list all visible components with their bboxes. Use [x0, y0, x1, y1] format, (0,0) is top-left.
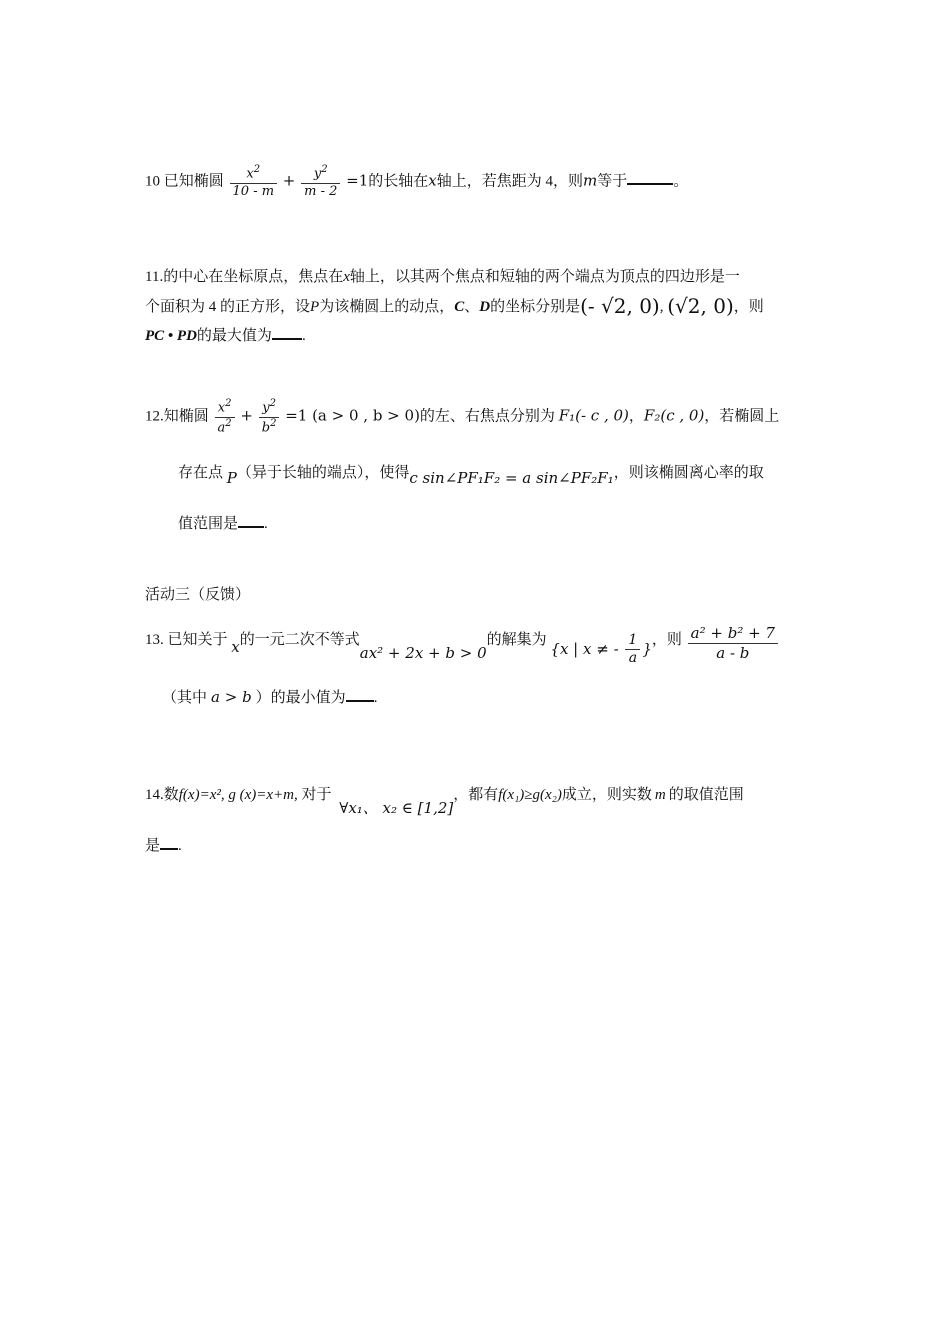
- forall-condition: ∀x₁、 x₂ ∈ [1,2]: [339, 799, 454, 817]
- question-14-line-1: 14.数f(x)=x², g (x)=x+m, 对于 ∀x₁、 x₂ ∈ [1,2]，都有f(x₁)≥g(x₂)成立，则实数 m 的取值范围: [145, 787, 744, 817]
- q12-fraction-x: $\frac{x^2}{a^2}$: [215, 398, 235, 436]
- q10-fraction-2: $\frac{y^2}{m - 2}$: [301, 164, 340, 200]
- dot-product-expression: PC • PD: [145, 328, 197, 344]
- answer-blank[interactable]: [346, 688, 374, 702]
- q13-target-fraction: $\frac{\text{a² + b² + 7}}{a - b}$: [688, 624, 778, 663]
- q10-prefix: 10 已知椭圆: [145, 173, 224, 190]
- answer-blank[interactable]: [272, 326, 302, 340]
- answer-blank[interactable]: [238, 514, 264, 528]
- section-title: 活动三（反馈）: [145, 587, 251, 603]
- focus-f2: F₂(c , 0): [643, 406, 705, 425]
- question-12-line-3: 值范围是 .: [178, 516, 268, 532]
- question-12-line-1: 12.知椭圆 $\frac{x^2}{a^2}$ + $\frac{y^2}{b^2}$ =1 (a > 0 , b > 0)的左、右焦点分别为 F₁(- c , 0)，F₂(c , 0)，若椭圆上: [145, 398, 780, 435]
- question-13-line-1: 13. 已知关于 x的一元二次不等式ax² + 2x + b > 0的解集为 {x | x ≠ - $\frac{1}{a}$ }，则 $\frac{\text{a² + b² + 7}}{a - b}$: [145, 624, 780, 668]
- q12-fraction-y: $\frac{y^2}{b^2}$: [259, 398, 280, 436]
- focus-f1: F₁(- c , 0): [558, 406, 629, 425]
- q10-equals-one: =1: [346, 171, 369, 190]
- question-10: 10 已知椭圆 $\frac{x^2}{10 - m}$ + $\frac{y^2}{m - 2}$ =1的长轴在x轴上，若焦距为 4，则m等于 。: [145, 164, 689, 199]
- question-11-line-2: 个面积为 4 的正方形，设P为该椭圆上的动点，C、D的坐标分别是(- √2, 0), (√2, 0)，则: [145, 294, 764, 318]
- q12-condition: =1 (a > 0 , b > 0): [285, 406, 420, 425]
- question-13-line-2: （其中 a > b ）的最小值为 .: [162, 688, 378, 706]
- sine-equation: c sin∠PF₁F₂ = a sin∠PF₂F₁: [409, 469, 614, 487]
- solution-set: {x | x ≠ - $\frac{1}{a}$ }: [550, 631, 652, 667]
- question-11-line-3: PC • PD的最大值为 .: [145, 328, 306, 344]
- question-12-line-2: 存在点 P（异于长轴的端点），使得c sin∠PF₁F₂ = a sin∠PF₂F₁，则该椭圆离心率的取: [178, 465, 764, 487]
- point-c: (- √2, 0): [580, 294, 660, 318]
- question-11-line-1: 11.的中心在坐标原点，焦点在x轴上，以其两个焦点和短轴的两个端点为顶点的四边形是一: [145, 269, 740, 285]
- answer-blank[interactable]: [627, 171, 673, 185]
- answer-blank[interactable]: [160, 836, 178, 850]
- question-14-line-2: 是 .: [145, 838, 182, 854]
- point-d: (√2, 0): [667, 294, 734, 318]
- q13-inequality: ax² + 2x + b > 0: [359, 643, 487, 662]
- q10-fraction-1: $\frac{x^2}{10 - m}$: [230, 164, 278, 200]
